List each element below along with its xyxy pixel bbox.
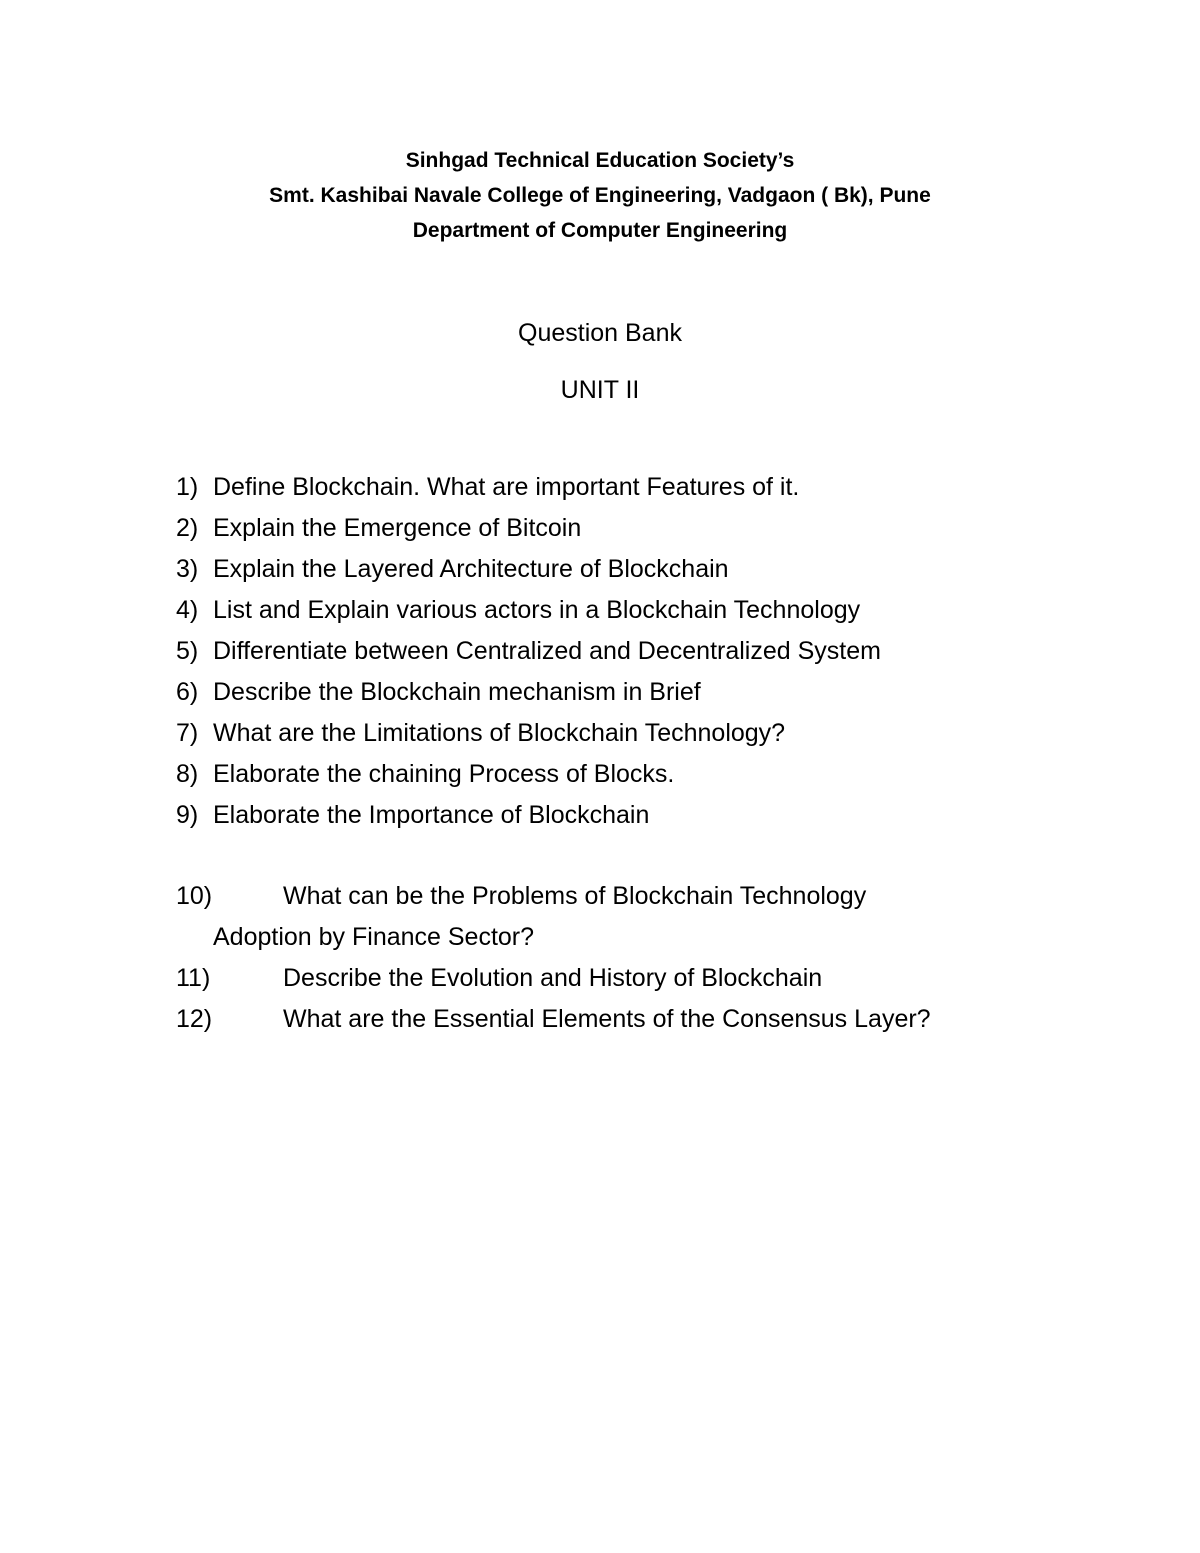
- question-text: Explain the Layered Architecture of Blockchain: [213, 555, 729, 583]
- question-text: What are the Essential Elements of the Consensus Layer?: [283, 1005, 931, 1033]
- question-number: 12): [176, 1005, 213, 1033]
- question-number: 3): [176, 555, 199, 583]
- question-number: 11): [176, 964, 211, 992]
- question-text: List and Explain various actors in a Blockchain Technology: [213, 596, 861, 624]
- department-name: Department of Computer Engineering: [412, 219, 788, 242]
- question-text: Elaborate the chaining Process of Blocks.: [213, 760, 675, 788]
- question-text: What can be the Problems of Blockchain Technology: [283, 882, 867, 910]
- question-number: 5): [176, 637, 199, 665]
- question-text: Explain the Emergence of Bitcoin: [213, 514, 582, 542]
- question-text: Differentiate between Centralized and Decentralized System: [213, 637, 881, 665]
- question-text: Describe the Evolution and History of Blockchain: [283, 964, 823, 992]
- question-number: 9): [176, 801, 199, 829]
- question-number: 4): [176, 596, 199, 624]
- question-text: Elaborate the Importance of Blockchain: [213, 801, 650, 829]
- document-title: Question Bank: [518, 319, 682, 347]
- question-number: 1): [176, 473, 199, 501]
- question-text: Describe the Blockchain mechanism in Brief: [213, 678, 701, 706]
- question-text: What are the Limitations of Blockchain Technology?: [213, 719, 786, 747]
- question-number: 6): [176, 678, 199, 706]
- unit-heading: UNIT II: [560, 376, 640, 404]
- question-number: 10): [176, 882, 213, 910]
- question-number: 2): [176, 514, 199, 542]
- college-name: Smt. Kashibai Navale College of Engineering, Vadgaon ( Bk), Pune: [269, 184, 931, 207]
- question-number: 8): [176, 760, 199, 788]
- question-continuation: Adoption by Finance Sector?: [213, 923, 535, 951]
- question-text: Define Blockchain. What are important Features of it.: [213, 473, 800, 501]
- society-name: Sinhgad Technical Education Society’s: [405, 149, 795, 172]
- question-number: 7): [176, 719, 199, 747]
